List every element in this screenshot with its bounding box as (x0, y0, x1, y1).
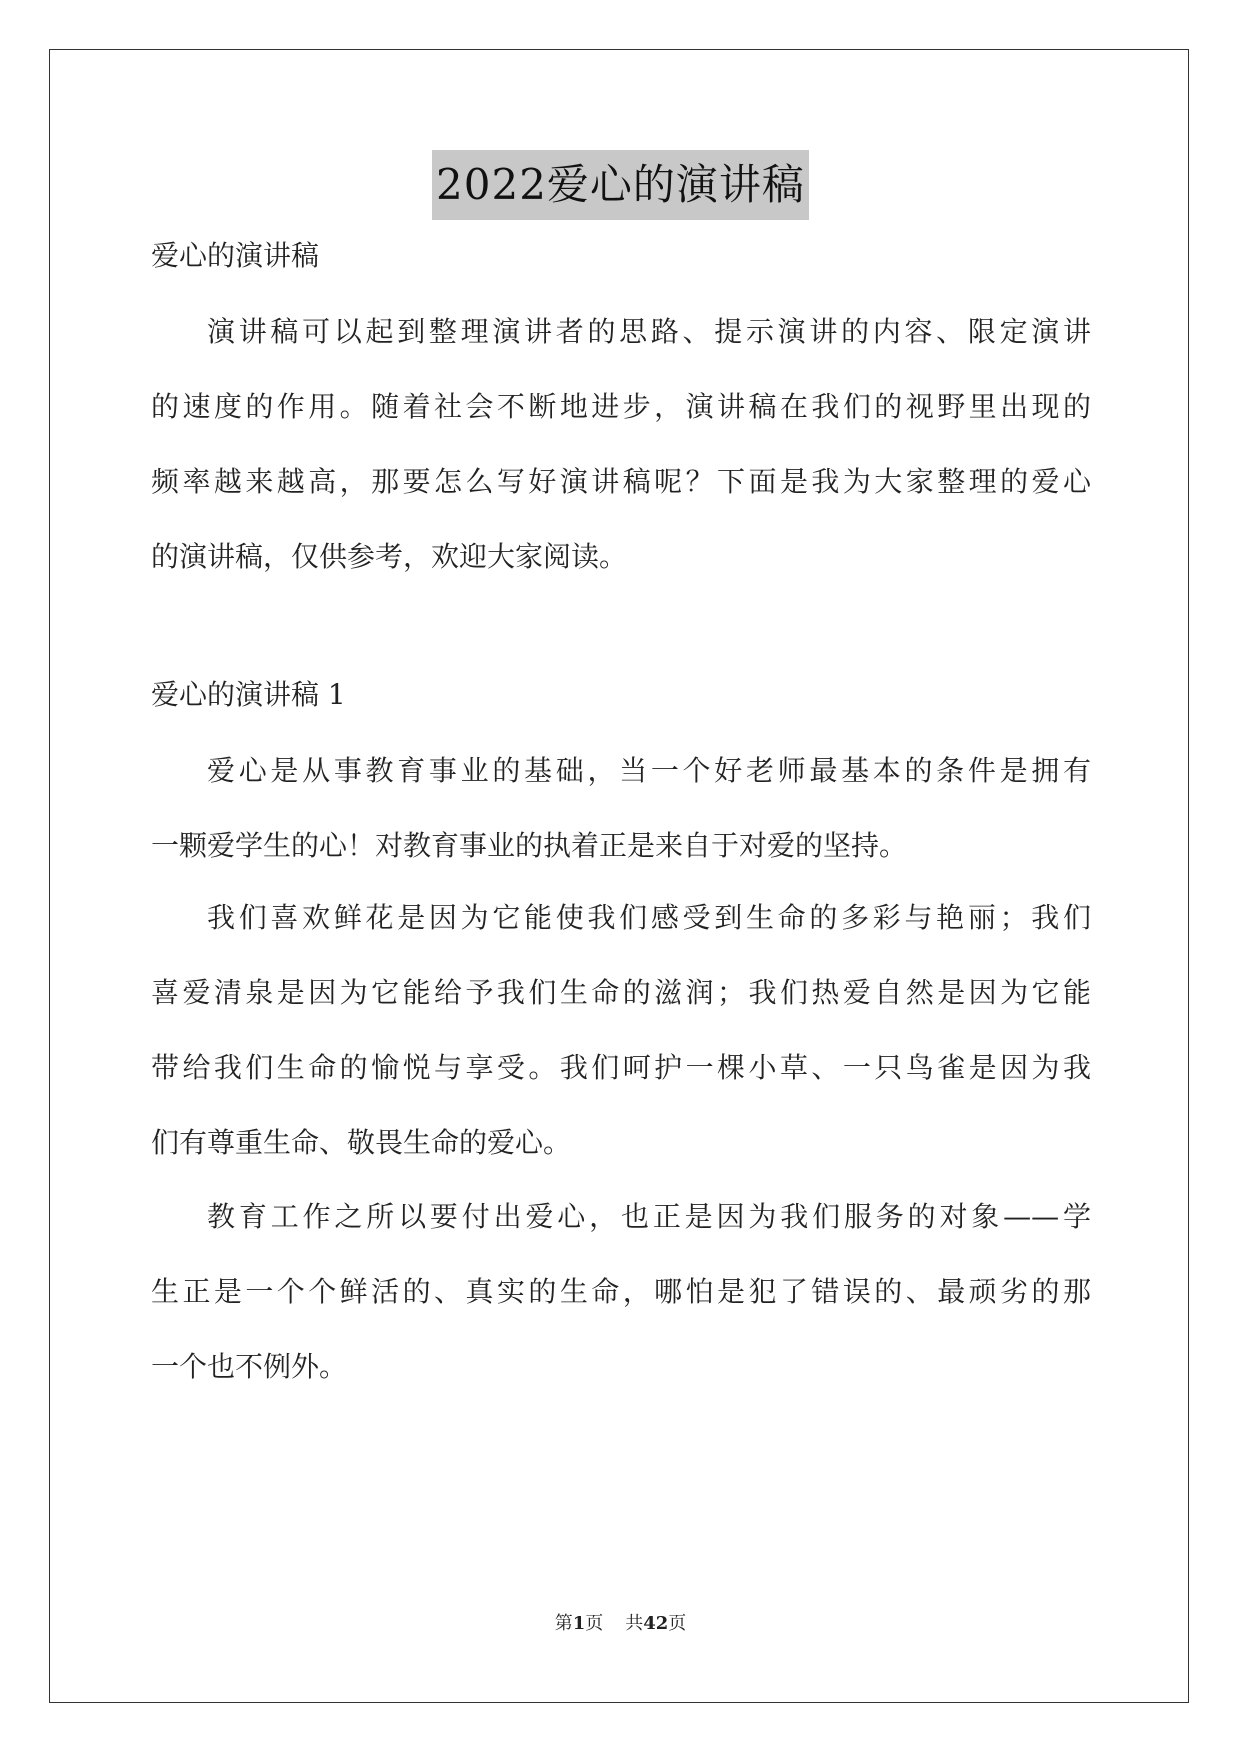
total-prefix: 共 (625, 1613, 644, 1634)
page-prefix: 第 (554, 1613, 573, 1634)
paragraph-line: 我们喜欢鲜花是因为它能使我们感受到生命的多彩与艳丽；我们 (207, 901, 1091, 934)
total-unit: 页 (668, 1613, 687, 1634)
title-container (0, 150, 1241, 220)
paragraph-line: 喜爱清泉是因为它能给予我们生命的滋润；我们热爱自然是因为它能 (151, 976, 1091, 1009)
paragraph-line: 爱心是从事教育事业的基础，当一个好老师最基本的条件是拥有 (207, 754, 1091, 787)
page-border (49, 49, 1189, 1703)
section-heading: 爱心的演讲稿 1 (151, 678, 346, 711)
page-unit: 页 (585, 1613, 604, 1634)
paragraph-line: 一颗爱学生的心！对教育事业的执着正是来自于对爱的坚持。 (151, 829, 908, 862)
page-current: 1 (572, 1613, 586, 1634)
paragraph-line: 的速度的作用。随着社会不断地进步，演讲稿在我们的视野里出现的 (151, 390, 1091, 423)
paragraph-line: 教育工作之所以要付出爱心，也正是因为我们服务的对象——学 (207, 1200, 1091, 1233)
paragraph-line: 一个也不例外。 (151, 1350, 348, 1383)
paragraph-line: 频率越来越高，那要怎么写好演讲稿呢？下面是我为大家整理的爱心 (151, 465, 1091, 498)
paragraph-line: 们有尊重生命、敬畏生命的爱心。 (151, 1126, 572, 1159)
document-title: 2022爱心的演讲稿 (432, 150, 809, 220)
paragraph-line: 的演讲稿，仅供参考，欢迎大家阅读。 (151, 540, 628, 573)
intro-heading: 爱心的演讲稿 (151, 239, 320, 272)
paragraph-line: 生正是一个个鲜活的、真实的生命，哪怕是犯了错误的、最顽劣的那 (151, 1275, 1091, 1308)
page-total: 42 (643, 1613, 669, 1634)
paragraph-line: 带给我们生命的愉悦与享受。我们呵护一棵小草、一只鸟雀是因为我 (151, 1051, 1091, 1084)
page-footer (0, 1612, 1241, 1636)
paragraph-line: 演讲稿可以起到整理演讲者的思路、提示演讲的内容、限定演讲 (207, 315, 1091, 348)
